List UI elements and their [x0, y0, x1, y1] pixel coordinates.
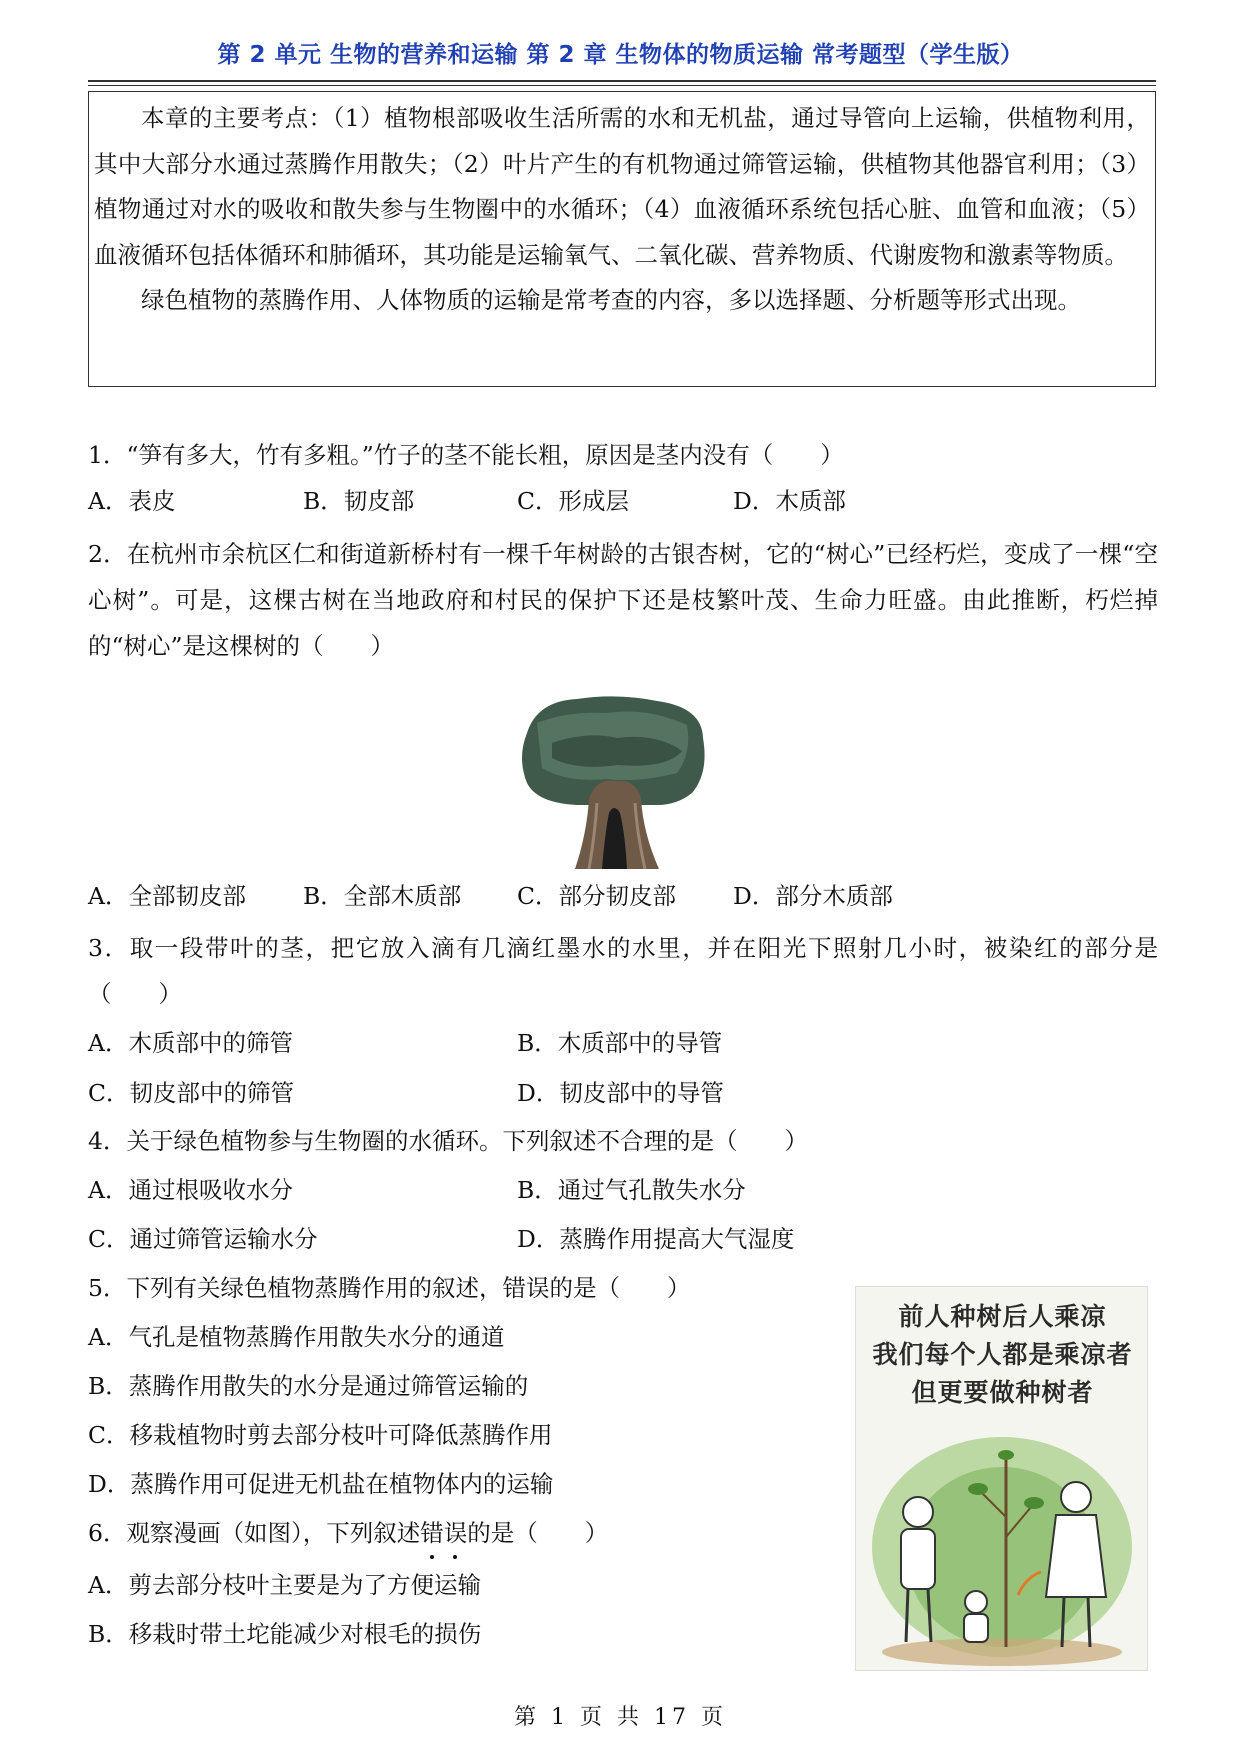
question-6-option-b[interactable]: B．移栽时带土坨能减少对根毛的损伤 — [88, 1620, 482, 1648]
question-3-option-d[interactable]: D．韧皮部中的导管 — [517, 1079, 724, 1107]
summary-paragraph-1: 本章的主要考点：（1）植物根部吸收生活所需的水和无机盐，通过导管向上运输，供植物利用，其中大部分水通过蒸腾作用散失；（2）叶片产生的有机物通过筛管运输，供植物其他器官利用；（3）植物通过对水的吸收和散失参与生物圈中的水循环；（4）血液循环系统包括心脏、血管和血液；（5）血液循环包括体循环和肺循环，其功能是运输氧气、二氧化碳、营养物质、代谢废物和激素等物质。 — [94, 104, 1150, 269]
cartoon-line-2: 我们每个人都是乘凉者 — [872, 1340, 1133, 1369]
question-3-option-c[interactable]: C．韧皮部中的筛管 — [88, 1079, 294, 1107]
header-title: 第 2 单元 生物的营养和运输 第 2 章 生物体的物质运输 常考题型（学生版） — [217, 42, 1024, 68]
question-4-option-d[interactable]: D．蒸腾作用提高大气湿度 — [517, 1225, 795, 1253]
question-2-option-c[interactable]: C．部分韧皮部 — [517, 882, 676, 910]
question-5-option-c[interactable]: C．移栽植物时剪去部分枝叶可降低蒸腾作用 — [88, 1421, 553, 1449]
hollow-tree-image — [517, 693, 711, 869]
question-1-option-a[interactable]: A．表皮 — [88, 487, 176, 515]
question-3-option-b[interactable]: B．木质部中的导管 — [517, 1029, 723, 1057]
chapter-summary-box — [88, 91, 1156, 387]
question-6-stem — [88, 1510, 848, 1556]
page-number: 第 1 页 共 17 页 — [514, 1705, 727, 1730]
question-3-option-a[interactable]: A．木质部中的筛管 — [88, 1029, 293, 1057]
cartoon-line-1: 前人种树后人乘凉 — [898, 1302, 1107, 1331]
question-1-stem: 1．“笋有多大，竹有多粗。”竹子的茎不能长粗，原因是茎内没有（ ） — [88, 441, 844, 469]
header-rule-thin — [88, 85, 1156, 86]
question-2-stem: 2．在杭州市余杭区仁和街道新桥村有一棵千年树龄的古银杏树，它的“树心”已经朽烂，变成了一棵“空心树”。可是，这棵古树在当地政府和村民的保护下还是枝繁叶茂、生命力旺盛。由此推断，朽烂掉的“树心”是这棵树的（ ） — [88, 540, 1158, 660]
question-6-stem-after: 的是（ ） — [467, 1519, 609, 1547]
emphasis-char-1: 错 — [420, 1510, 444, 1556]
question-3-stem: 3．取一段带叶的茎，把它放入滴有几滴红墨水的水里，并在阳光下照射几小时，被染红的部分是（ ） — [88, 934, 1158, 1008]
cartoon-line-3: 但更要做种树者 — [911, 1378, 1094, 1407]
question-4-option-c[interactable]: C．通过筛管运输水分 — [88, 1225, 318, 1253]
question-5-option-b[interactable]: B．蒸腾作用散失的水分是通过筛管运输的 — [88, 1372, 529, 1400]
question-5-option-a[interactable]: A．气孔是植物蒸腾作用散失水分的通道 — [88, 1323, 505, 1351]
tree-planting-cartoon — [855, 1286, 1148, 1671]
question-5-stem: 5．下列有关绿色植物蒸腾作用的叙述，错误的是（ ） — [88, 1274, 691, 1302]
question-6-option-a[interactable]: A．剪去部分枝叶主要是为了方便运输 — [88, 1571, 481, 1599]
question-4-option-b[interactable]: B．通过气孔散失水分 — [517, 1176, 746, 1204]
summary-paragraph-2: 绿色植物的蒸腾作用、人体物质的运输是常考查的内容，多以选择题、分析题等形式出现。 — [141, 286, 1081, 314]
question-1-option-c[interactable]: C．形成层 — [517, 487, 629, 515]
header-rule — [88, 80, 1156, 82]
question-6-stem-before: 6．观察漫画（如图），下列叙述 — [88, 1519, 421, 1547]
question-2-option-a[interactable]: A．全部韧皮部 — [88, 882, 246, 910]
question-4-stem: 4．关于绿色植物参与生物圈的水循环。下列叙述不合理的是（ ） — [88, 1127, 808, 1155]
question-2-option-b[interactable]: B．全部木质部 — [303, 882, 462, 910]
question-2-option-d[interactable]: D．部分木质部 — [733, 882, 893, 910]
emphasis-char-2: 误 — [444, 1510, 468, 1556]
question-1-option-b[interactable]: B．韧皮部 — [303, 487, 415, 515]
cartoon-drawing — [856, 1407, 1148, 1671]
question-1-option-d[interactable]: D．木质部 — [733, 487, 846, 515]
question-4-option-a[interactable]: A．通过根吸收水分 — [88, 1176, 293, 1204]
question-5-option-d[interactable]: D．蒸腾作用可促进无机盐在植物体内的运输 — [88, 1470, 554, 1498]
